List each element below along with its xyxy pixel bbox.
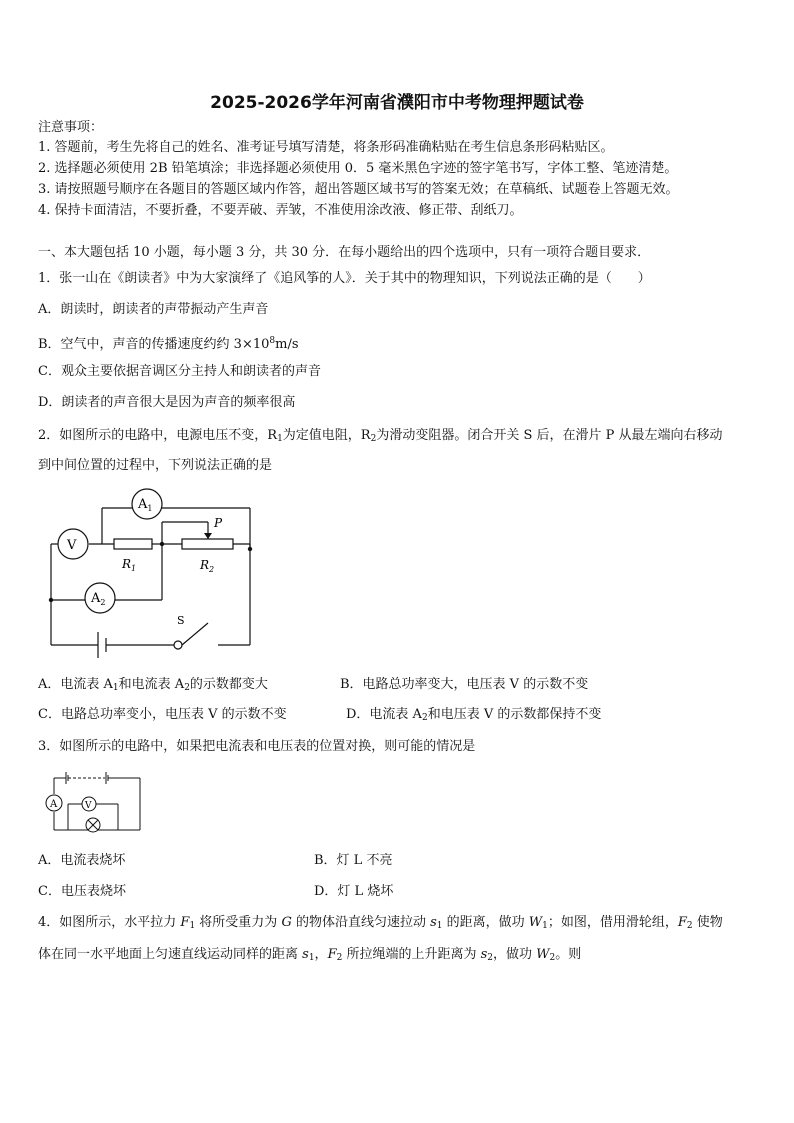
subscript: 1 — [542, 921, 548, 931]
page-title: 2025-2026学年河南省濮阳市中考物理押题试卷 — [210, 93, 584, 113]
symbol: s — [480, 947, 488, 962]
subscript: 2 — [686, 921, 693, 931]
section-heading: 一、本大题包括 10 小题，每小题 3 分，共 30 分．在每小题给出的四个选项中，只有一项符合题目要求． — [38, 245, 651, 260]
symbol: s — [302, 947, 309, 962]
question-2-option-d — [346, 705, 601, 728]
notice-item: 4. 保持卡面清洁，不要折叠，不要弄破、弄皱，不准使用涂改液、修正带、刮纸刀。 — [38, 203, 523, 218]
notice-item: 2. 选择题必须使用 2B 铅笔填涂；非选择题必须使用 0．5 毫米黑色字迹的签字笔书写，字体工整、笔迹清楚。 — [38, 161, 678, 176]
question-3-option-b: B．灯 L 不亮 — [314, 853, 393, 868]
symbol: W — [528, 915, 543, 930]
ammeter-label: A — [50, 799, 58, 810]
subscript: 1 — [112, 683, 119, 693]
subscript: 2 — [184, 683, 190, 693]
stem-text: 将所受重力为 — [195, 915, 282, 930]
question-1-option-a: A．朗读时，朗读者的声带振动产生声音 — [38, 302, 269, 317]
stem-text: ，做功 — [493, 947, 537, 962]
subscript: 2 — [549, 953, 556, 963]
question-1-stem: 1．张一山在《朗读者》中为大家演绎了《追风筝的人》．关于其中的物理知识，下列说法正确的是（ ） — [38, 271, 651, 286]
symbol: F — [180, 915, 190, 930]
symbol: s — [430, 915, 437, 930]
switch-s-label: S — [177, 614, 185, 627]
stem-text: 的物体沿直线匀速拉动 — [291, 915, 431, 930]
question-3-option-d: D．灯 L 烧坏 — [314, 884, 394, 899]
circuit-diagram-q2 — [40, 482, 260, 672]
stem-text: 2．如图所示的电路中，电源电压不变，R — [38, 428, 278, 443]
ammeter-a2-label: $A_2$ — [91, 591, 106, 607]
question-3-option-a: A．电流表烧坏 — [38, 853, 126, 868]
question-1-option-b — [38, 331, 299, 355]
stem-text: 所拉绳端的上升距离为 — [342, 947, 481, 962]
option-text: D．电流表 A — [346, 707, 422, 722]
subscript: 1 — [189, 921, 196, 931]
notice-item: 1. 答题前，考生先将自己的姓名、准考证号填写清楚，将条形码准确粘贴在考生信息条形码粘贴区。 — [38, 140, 614, 155]
question-2-stem-line2: 到中间位置的过程中，下列说法正确的是 — [38, 458, 273, 473]
notice-item: 3. 请按照题号顺序在各题目的答题区域内作答，超出答题区域书写的答案无效；在草稿纸、试题卷上答题无效。 — [38, 182, 679, 197]
stem-text: ， — [314, 947, 328, 962]
question-3-stem: 3．如图所示的电路中，如果把电流表和电压表的位置对换，则可能的情况是 — [38, 739, 476, 754]
symbol: G — [281, 915, 292, 930]
stem-text: 的距离，做功 — [442, 915, 529, 930]
question-2-option-c: C．电路总功率变小，电压表 V 的示数不变 — [38, 707, 287, 722]
symbol: F — [677, 915, 687, 930]
stem-text: 使物 — [692, 915, 723, 930]
question-2-stem-line1 — [38, 426, 723, 449]
resistor-r1-label: $R_1$ — [122, 557, 137, 573]
subscript: 2 — [421, 713, 428, 723]
unit: m/s — [275, 337, 299, 352]
voltmeter-label: V — [85, 801, 92, 811]
resistor-r2-label: $R_2$ — [200, 558, 215, 574]
notice-heading: 注意事项： — [38, 120, 104, 135]
circuit-diagram-q3 — [40, 768, 150, 834]
option-text: B．空气中，声音的传播速度约约 3×10 — [38, 337, 270, 352]
option-text: 的示数都变大 — [189, 677, 268, 692]
stem-text: 。则 — [555, 947, 582, 962]
stem-text: ；如图，借用滑轮组， — [547, 915, 678, 930]
option-text: A．电流表 A — [38, 677, 113, 692]
voltmeter-label: V — [67, 538, 77, 553]
stem-text: 4．如图所示，水平拉力 — [38, 915, 181, 930]
question-1-option-d: D．朗读者的声音很大是因为声音的频率很高 — [38, 395, 296, 410]
symbol: W — [536, 947, 550, 962]
question-2-option-b: B．电路总功率变大，电压表 V 的示数不变 — [340, 677, 589, 692]
question-2-option-a — [38, 675, 268, 698]
subscript: 2 — [487, 953, 493, 963]
symbol: F — [327, 947, 337, 962]
subscript: 2 — [370, 434, 377, 444]
option-text: 和电流表 A — [118, 677, 185, 692]
subscript: 1 — [308, 953, 315, 963]
stem-text: 体在同一水平地面上匀速直线运动同样的距离 — [38, 947, 303, 962]
subscript: 1 — [436, 921, 443, 931]
subscript: 1 — [277, 434, 283, 444]
question-3-option-c: C．电压表烧坏 — [38, 884, 126, 899]
ammeter-a1-label: $A_1$ — [138, 497, 153, 513]
option-text: 和电压表 V 的示数都保持不变 — [427, 707, 602, 722]
slider-p-label: P — [214, 516, 223, 530]
subscript: 2 — [336, 953, 343, 963]
question-4-stem-line1 — [38, 913, 723, 936]
question-1-option-c: C．观众主要依据音调区分主持人和朗读者的声音 — [38, 364, 321, 379]
stem-text: 为定值电阻，R — [282, 428, 371, 443]
question-4-stem-line2 — [38, 945, 581, 968]
stem-text: 为滑动变阻器。闭合开关 S 后，在滑片 P 从最左端向右移动 — [376, 428, 723, 443]
exponent: 8 — [269, 336, 276, 346]
